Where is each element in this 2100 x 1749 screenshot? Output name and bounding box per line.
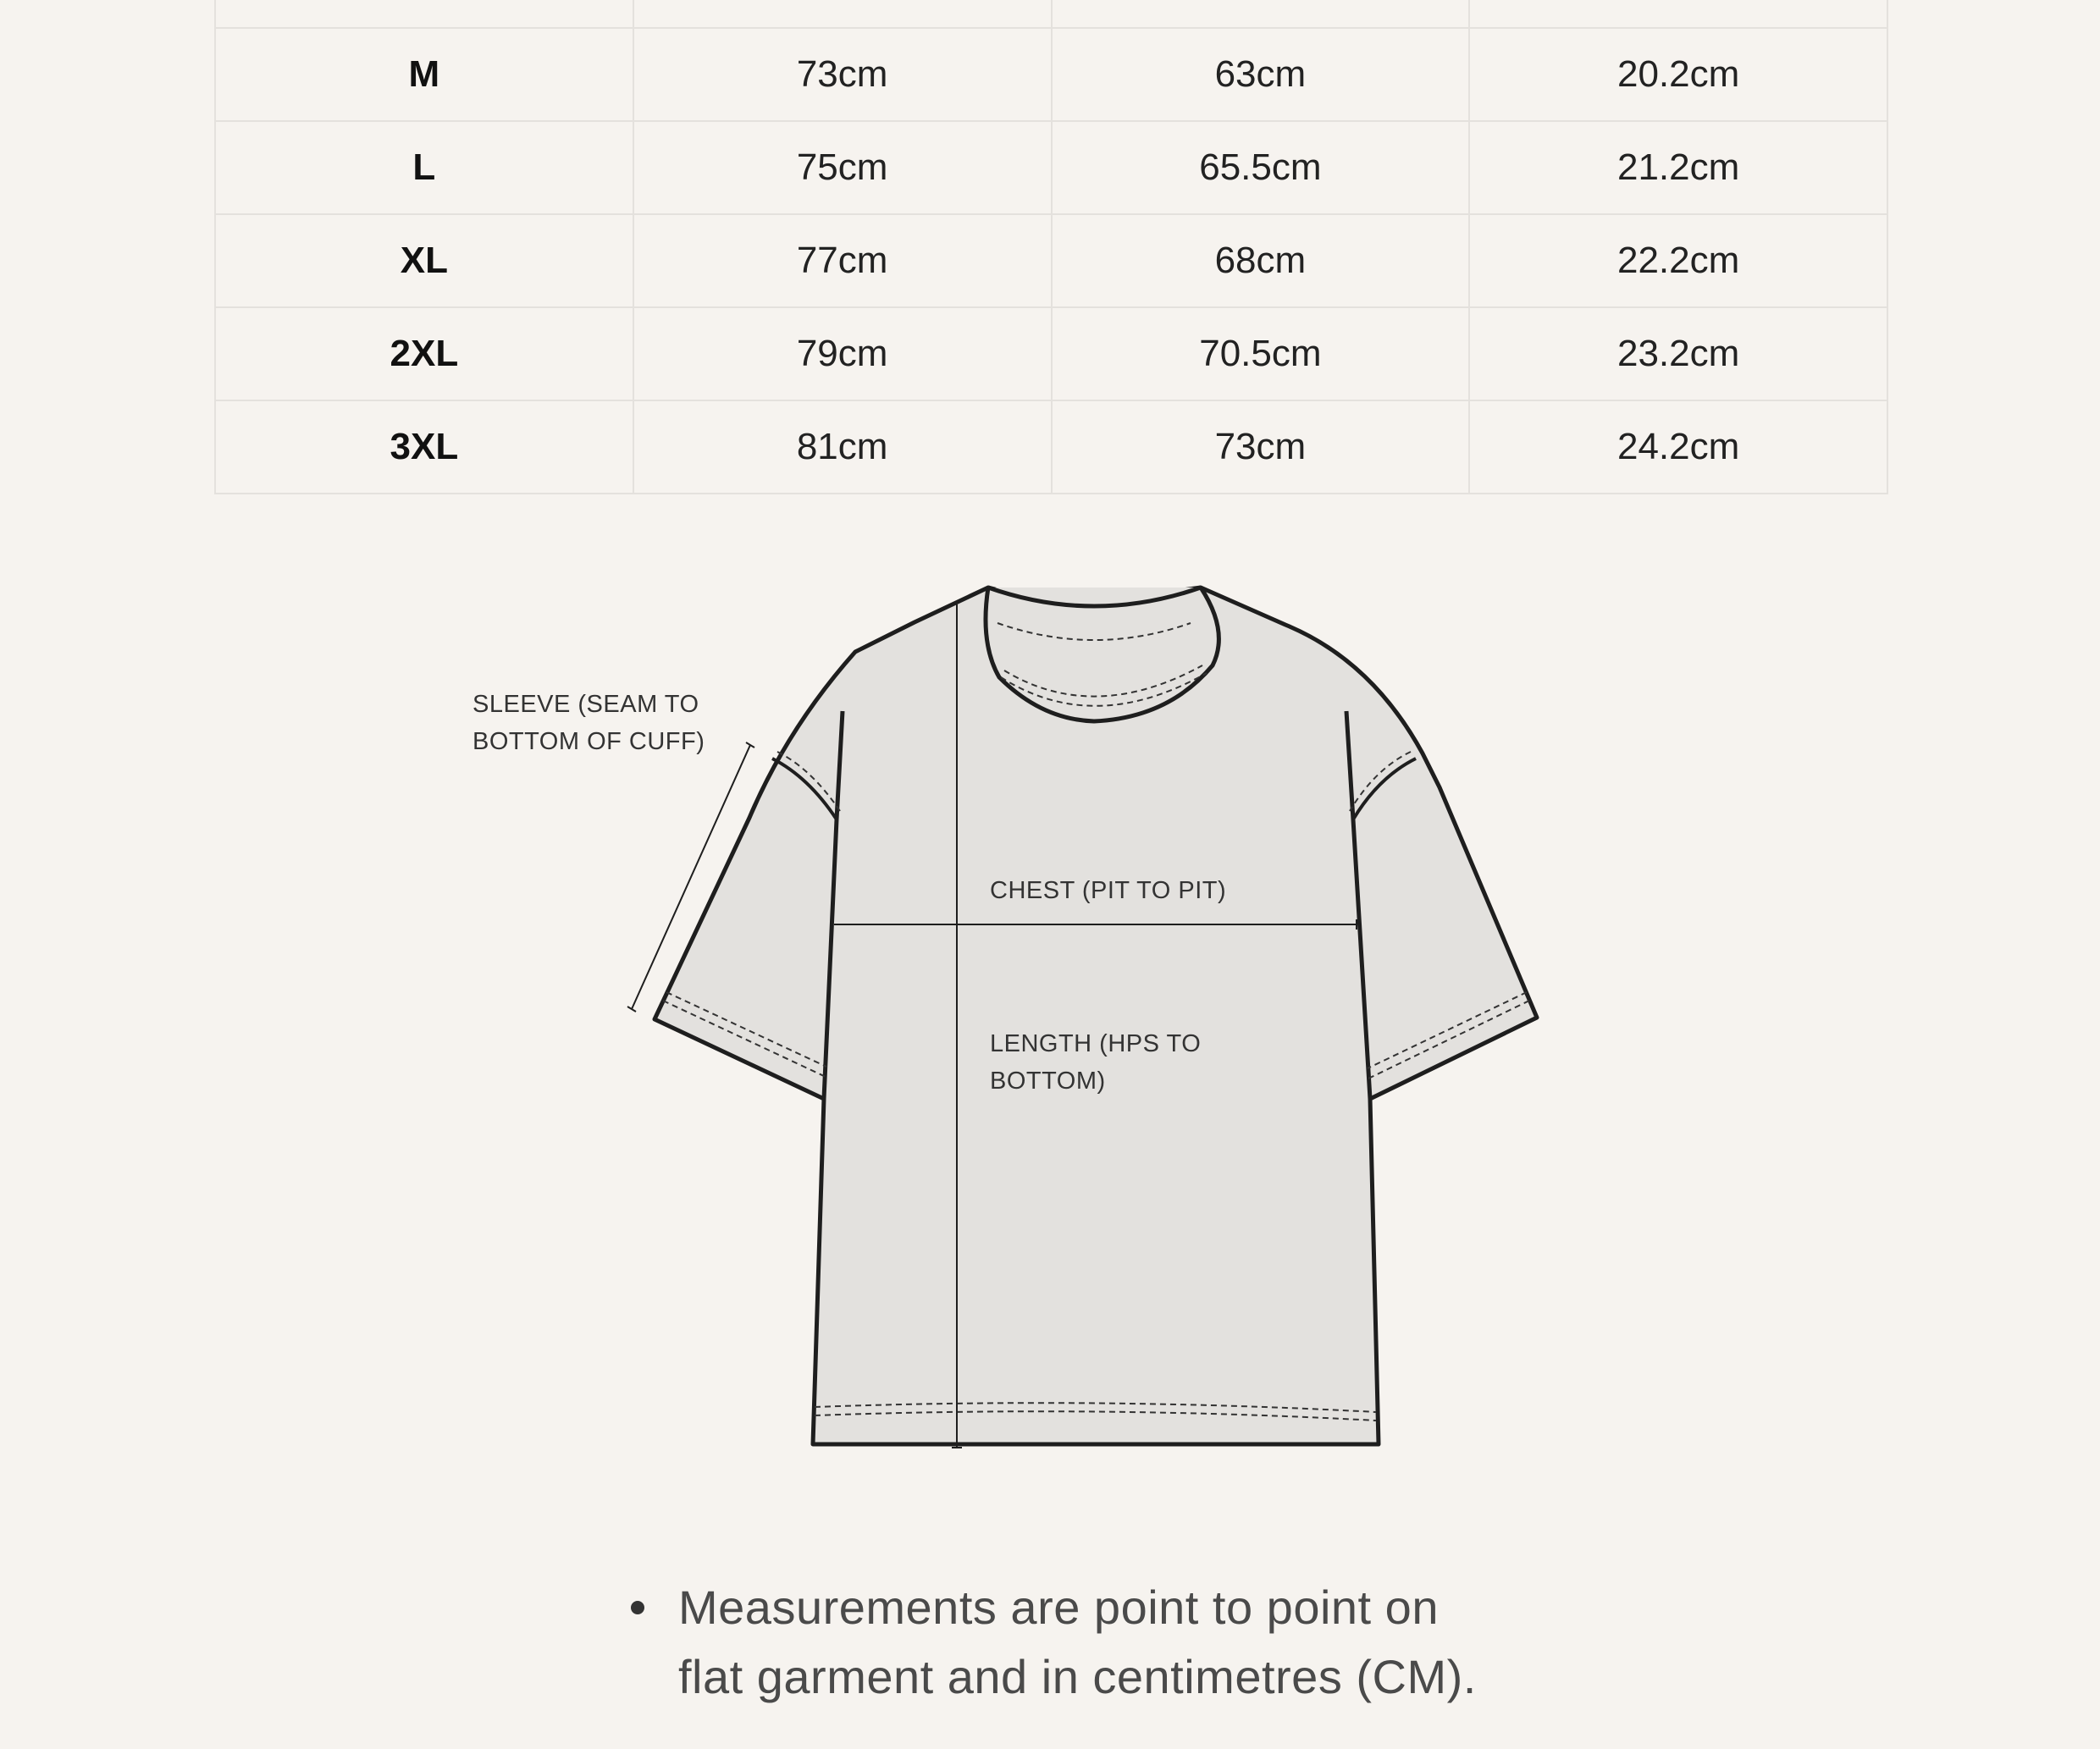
cell-chest: 68cm — [1052, 214, 1470, 307]
cell-sleeve: 22.2cm — [1469, 214, 1887, 307]
cell-size: 3XL — [215, 400, 633, 494]
note-line2: flat garment and in centimetres (CM). — [678, 1650, 1477, 1703]
cell-size: L — [215, 121, 633, 214]
cell-sleeve: 20.2cm — [1469, 28, 1887, 121]
tshirt-illustration — [655, 588, 1537, 1444]
chest-label: CHEST (PIT TO PIT) — [990, 877, 1227, 904]
cell-sleeve: 21.2cm — [1469, 121, 1887, 214]
cell-length: 77cm — [633, 214, 1052, 307]
sleeve-label-line1: SLEEVE (SEAM TO — [472, 691, 699, 718]
note-item — [631, 1573, 1647, 1712]
note-line1: Measurements are point to point on — [678, 1581, 1439, 1634]
cell-size: 2XL — [215, 307, 633, 400]
cell-size: M — [215, 28, 633, 121]
cell-chest: 65.5cm — [1052, 121, 1470, 214]
length-label-line1: LENGTH (HPS TO — [990, 1030, 1202, 1057]
sleeve-label-line2: BOTTOM OF CUFF) — [472, 728, 705, 755]
cell-length: 81cm — [633, 400, 1052, 494]
cell-chest: 73cm — [1052, 400, 1470, 494]
cell-length: 79cm — [633, 307, 1052, 400]
cell-size: XL — [215, 214, 633, 307]
cell-sleeve: 23.2cm — [1469, 307, 1887, 400]
cell-length: 75cm — [633, 121, 1052, 214]
bullet-icon — [631, 1601, 644, 1614]
cell-sleeve: 24.2cm — [1469, 400, 1887, 494]
length-label-line2: BOTTOM) — [990, 1068, 1106, 1095]
cell-chest: 70.5cm — [1052, 307, 1470, 400]
cell-chest: 63cm — [1052, 28, 1470, 121]
measurement-note — [631, 1573, 1647, 1712]
cell-length: 73cm — [633, 28, 1052, 121]
